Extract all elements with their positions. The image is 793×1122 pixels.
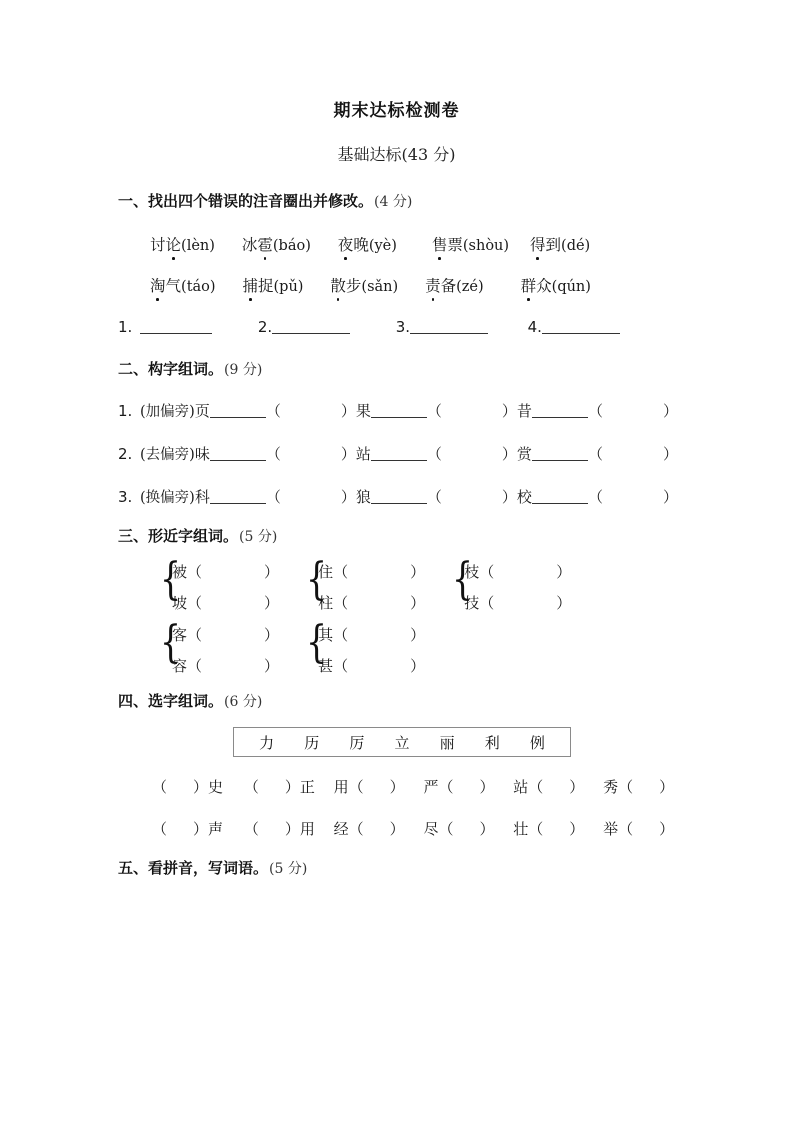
curly-brace-icon: {: [306, 617, 328, 668]
pinyin-text: (shòu): [462, 238, 510, 254]
brace-char: 技（: [464, 594, 495, 612]
section-4-points: (6 分): [224, 694, 263, 710]
fill-cell[interactable]: [603, 818, 674, 839]
row-char: 校: [516, 488, 532, 506]
pinyin-item: [150, 274, 216, 296]
section-5-number: 五、: [118, 859, 149, 877]
fill-cell[interactable]: [152, 776, 223, 797]
section-3-heading: [118, 525, 277, 546]
section-4-number: 四、: [118, 692, 149, 710]
word-char: 步: [345, 277, 362, 295]
brace-close: ）: [410, 657, 426, 675]
section-5-points: (5 分): [269, 861, 308, 877]
pinyin-item: [425, 274, 484, 296]
fill-cell[interactable]: [244, 818, 315, 839]
fill-cell[interactable]: [244, 776, 315, 797]
cell-pre: 用（: [333, 778, 364, 796]
row-char: 味: [194, 445, 210, 463]
blank-line[interactable]: [410, 319, 488, 334]
pinyin-row-2: [150, 274, 591, 296]
cell-post: ）声: [193, 820, 224, 838]
section-3-number: 三、: [118, 527, 149, 545]
word-char-dotted: 捕: [242, 274, 258, 296]
pinyin-text: (báo): [272, 238, 311, 254]
blank-line[interactable]: [532, 446, 588, 461]
row-char: 昔: [516, 402, 532, 420]
brace-char: 坡（: [172, 594, 203, 612]
pinyin-item: [530, 233, 590, 255]
cell-post: ）用: [284, 820, 315, 838]
brace-close: ）: [556, 594, 572, 612]
cell-post: ）史: [193, 778, 224, 796]
fill-cell[interactable]: [334, 818, 405, 839]
cell-pre: （: [243, 778, 259, 796]
section-1-title: 找出四个错误的注音圈出并修改。: [148, 192, 374, 210]
answer-blank-1[interactable]: [118, 318, 212, 336]
brace-char: 其（: [318, 626, 349, 644]
word-char: 气: [165, 277, 182, 295]
brace-close: ）: [410, 594, 426, 612]
blank-line[interactable]: [272, 319, 350, 334]
cell-pre: （: [152, 778, 168, 796]
brace-line[interactable]: [318, 626, 425, 644]
brace-line[interactable]: [318, 657, 425, 675]
brace-close: ）: [264, 563, 280, 581]
cell-post: ）: [659, 820, 675, 838]
blank-line[interactable]: [371, 403, 427, 418]
pinyin-text: (sǎn): [361, 279, 399, 295]
row-char: 站: [355, 445, 371, 463]
cell-post: ）: [479, 820, 495, 838]
brace-line[interactable]: [318, 563, 425, 581]
section-2-title: 构字组词。: [148, 360, 224, 378]
brace-line[interactable]: [172, 594, 279, 612]
section-1-points: (4 分): [374, 194, 413, 210]
answer-blank-3[interactable]: [396, 318, 488, 336]
cell-pre: 经（: [333, 820, 364, 838]
row-number: 1.: [118, 402, 133, 420]
curly-brace-icon: {: [160, 617, 181, 668]
brace-line[interactable]: [464, 594, 571, 612]
row-tag: (换偏旁): [140, 490, 195, 506]
brace-line[interactable]: [172, 626, 279, 644]
blank-line[interactable]: [532, 403, 588, 418]
cell-pre: （: [243, 820, 259, 838]
brace-close: ）: [556, 563, 572, 581]
blank-line[interactable]: [371, 446, 427, 461]
row-tag: (去偏旁): [140, 447, 195, 463]
row-char: 科: [194, 488, 210, 506]
brace-line[interactable]: [318, 594, 425, 612]
bank-char[interactable]: 历: [304, 733, 320, 752]
answer-number: 3.: [395, 318, 411, 336]
word-char: 众: [536, 277, 552, 295]
section-1-heading: [118, 190, 412, 211]
row-tag: (加偏旁): [140, 404, 195, 420]
row-char: 狼: [355, 488, 371, 506]
fill-cell[interactable]: [423, 776, 494, 797]
pinyin-row-1: [150, 233, 590, 255]
pinyin-text: (zé): [456, 279, 484, 295]
brace-pair: [160, 617, 280, 682]
word-char: 票: [447, 236, 463, 254]
pinyin-item: [432, 233, 509, 255]
curly-brace-icon: {: [306, 554, 328, 605]
section-4-fill-row-2: [152, 818, 674, 839]
page-subtitle: 基础达标(43 分): [337, 145, 456, 164]
word-char-dotted: 淘: [150, 274, 166, 296]
pinyin-item: [150, 233, 215, 255]
section-4-title: 选字组词。: [148, 692, 224, 710]
blank-line[interactable]: [371, 489, 427, 504]
cell-pre: 站（: [513, 778, 544, 796]
pinyin-item: [330, 274, 398, 296]
answer-number: 1.: [118, 318, 133, 336]
character-bank-box: [233, 727, 571, 757]
answer-number: 2.: [257, 318, 273, 336]
bank-char[interactable]: 例: [529, 733, 545, 752]
fill-cell[interactable]: [603, 776, 674, 797]
pinyin-text: (qún): [551, 279, 591, 295]
cell-post: ）: [389, 820, 405, 838]
section-2-row-2: 2. (去偏旁)味 （ ）站 （ ）赏 （ ）: [118, 445, 678, 463]
fill-cell[interactable]: [513, 776, 584, 797]
brace-pair: [452, 554, 572, 619]
blank-line[interactable]: [532, 489, 588, 504]
brace-close: ）: [264, 594, 280, 612]
section-2-number: 二、: [118, 360, 149, 378]
brace-char: 容（: [172, 657, 203, 675]
blank-line[interactable]: [542, 319, 620, 334]
cell-post: ）: [389, 778, 405, 796]
cell-post: ）: [569, 778, 585, 796]
bank-char[interactable]: 力: [259, 733, 275, 752]
brace-pair: [306, 554, 426, 619]
row-char: 赏: [516, 445, 532, 463]
section-3-title: 形近字组词。: [148, 527, 239, 545]
section-5-heading: [118, 857, 307, 878]
bank-char[interactable]: 厉: [349, 733, 365, 752]
brace-char: 柱（: [318, 594, 349, 612]
row-char: 页: [194, 402, 210, 420]
blank-line[interactable]: [210, 489, 266, 504]
pinyin-item: [521, 274, 591, 296]
brace-close: ）: [410, 563, 426, 581]
word-char: 到: [545, 236, 562, 254]
pinyin-text: (lèn): [181, 238, 215, 254]
brace-line[interactable]: [172, 657, 279, 675]
cell-pre: 举（: [603, 820, 634, 838]
word-char-dotted: 群: [521, 274, 537, 296]
section-2-row-3: 3. (换偏旁)科 （ ）狼 （ ）校 （ ）: [118, 488, 678, 506]
brace-char: 甚（: [318, 657, 349, 675]
cell-pre: 严（: [423, 778, 454, 796]
blank-line[interactable]: [210, 403, 266, 418]
brace-char: 被（: [172, 563, 203, 581]
pinyin-text: (pǔ): [273, 279, 304, 295]
cell-pre: （: [152, 820, 168, 838]
cell-pre: 尽（: [423, 820, 454, 838]
brace-char: 枝（: [464, 563, 495, 581]
cell-post: ）: [479, 778, 495, 796]
cell-pre: 秀（: [603, 778, 634, 796]
brace-close: ）: [264, 657, 280, 675]
word-char-dotted: 论: [166, 233, 182, 255]
word-char-dotted: 雹: [257, 233, 273, 255]
answer-blank-row: [118, 318, 620, 336]
row-number: 3.: [118, 488, 133, 506]
word-char-dotted: 散: [330, 274, 346, 296]
answer-blank-4[interactable]: [528, 318, 620, 336]
page-title: 期末达标检测卷: [333, 101, 460, 121]
blank-line[interactable]: [140, 319, 212, 334]
pinyin-item: [338, 233, 397, 255]
word-char: 讨: [150, 236, 166, 254]
fill-cell[interactable]: [513, 818, 584, 839]
section-4-fill-row-1: [152, 776, 674, 797]
brace-line[interactable]: [172, 563, 279, 581]
brace-close: ）: [264, 626, 280, 644]
word-char: 捉: [258, 277, 274, 295]
brace-pair: [306, 617, 426, 682]
brace-close: ）: [410, 626, 426, 644]
row-char: 果: [355, 402, 371, 420]
fill-cell[interactable]: [423, 818, 494, 839]
section-2-points: (9 分): [224, 362, 263, 378]
section-2-heading: [118, 358, 262, 379]
answer-number: 4.: [527, 318, 542, 336]
blank-line[interactable]: [210, 446, 266, 461]
cell-post: ）: [659, 778, 675, 796]
word-char-dotted: 得: [530, 233, 546, 255]
word-char: 晚: [353, 236, 369, 254]
pinyin-item: [242, 274, 303, 296]
fill-cell[interactable]: [334, 776, 405, 797]
answer-blank-2[interactable]: [258, 318, 350, 336]
pinyin-text: (dé): [561, 238, 591, 254]
cell-post: ）正: [284, 778, 315, 796]
bank-char[interactable]: 丽: [439, 733, 455, 752]
word-char: 备: [440, 277, 457, 295]
pinyin-text: (yè): [368, 238, 397, 254]
word-char-dotted: 责: [425, 274, 441, 296]
word-char: 冰: [241, 236, 258, 254]
fill-cell[interactable]: [152, 818, 223, 839]
pinyin-text: (táo): [181, 279, 216, 295]
section-3-brace-group-2: [160, 617, 426, 682]
curly-brace-icon: {: [452, 554, 474, 605]
curly-brace-icon: {: [160, 554, 181, 605]
brace-pair: [160, 554, 280, 619]
section-1-number: 一、: [118, 192, 149, 210]
word-char-dotted: 夜: [338, 233, 354, 255]
brace-char: 客（: [172, 626, 203, 644]
section-3-points: (5 分): [239, 529, 278, 545]
section-4-heading: [118, 690, 262, 711]
section-2-row-1: 1. (加偏旁)页 （ ）果 （ ）昔 （ ）: [118, 402, 678, 420]
row-number: 2.: [118, 445, 133, 463]
cell-pre: 壮（: [513, 820, 544, 838]
pinyin-item: [242, 233, 311, 255]
section-5-title: 看拼音，写词语。: [148, 859, 269, 877]
brace-line[interactable]: [464, 563, 571, 581]
brace-char: 住（: [318, 563, 349, 581]
word-char-dotted: 售: [432, 233, 448, 255]
section-3-brace-group-1: [160, 554, 572, 619]
bank-char[interactable]: 立: [394, 733, 410, 752]
cell-post: ）: [569, 820, 585, 838]
bank-char[interactable]: 利: [484, 733, 500, 752]
